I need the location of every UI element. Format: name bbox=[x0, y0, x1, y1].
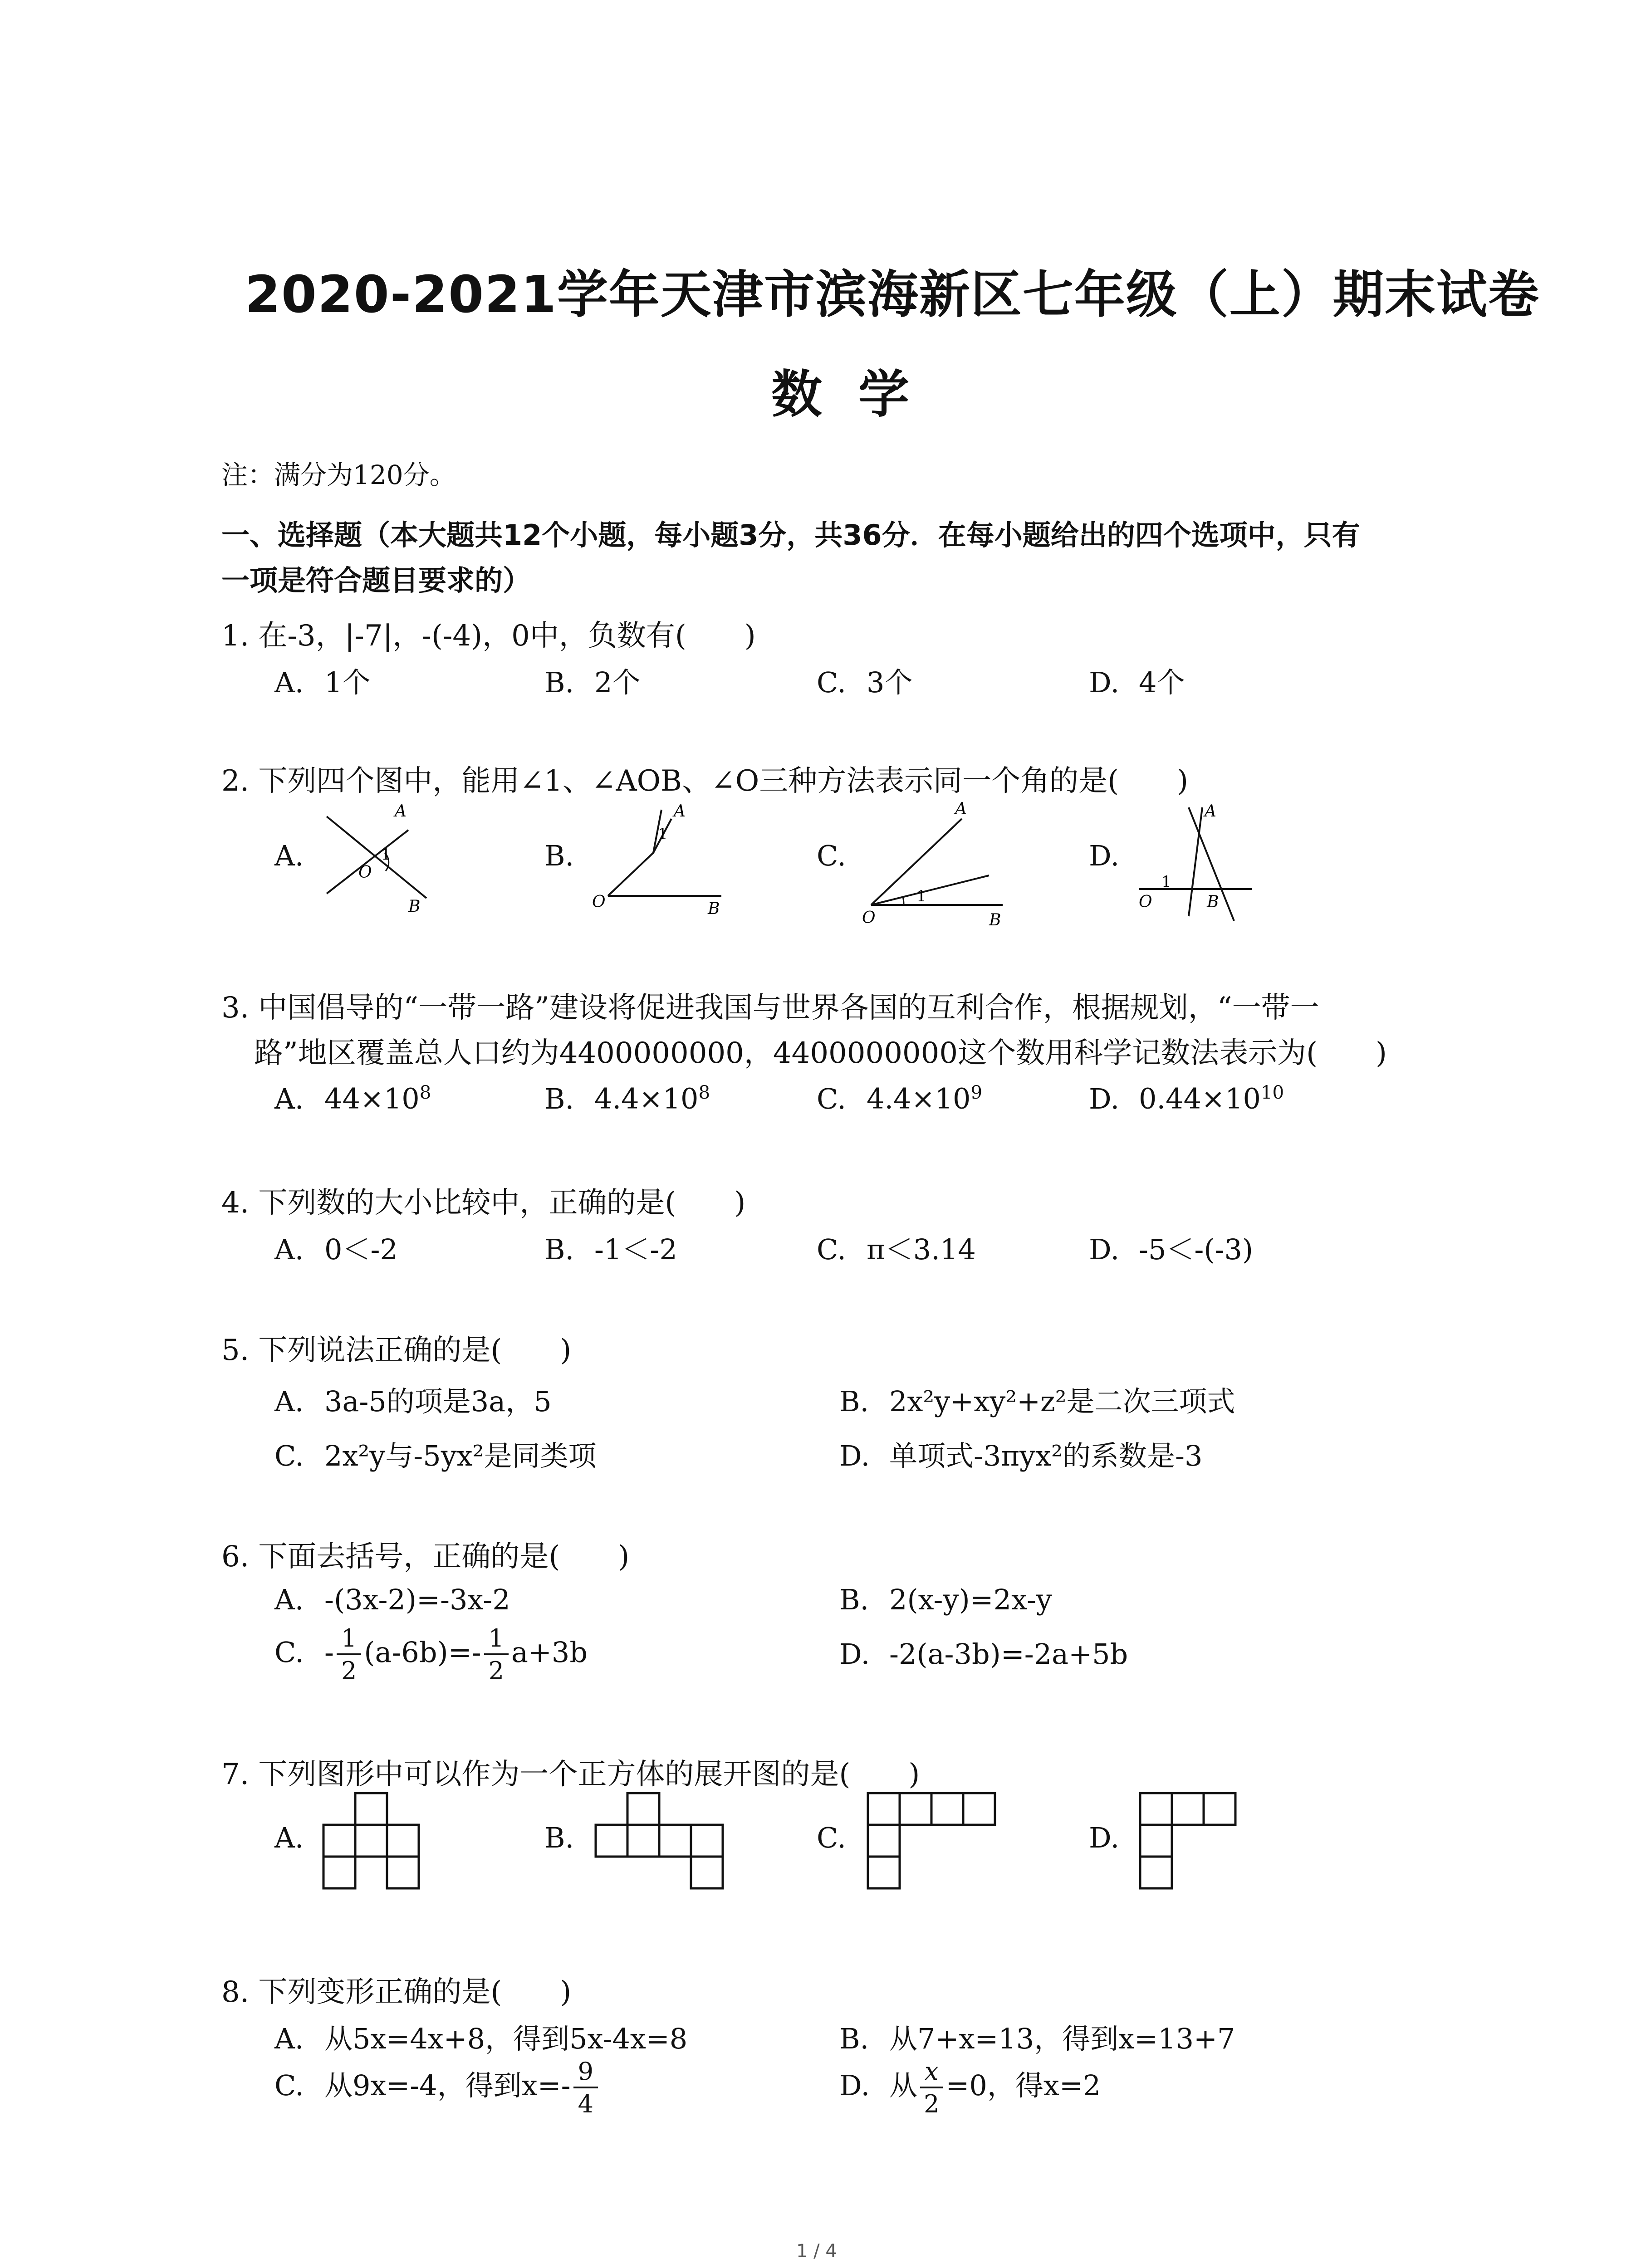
q7-option-a-label: A. bbox=[274, 1821, 304, 1854]
q1-option-a: A. 1个 bbox=[274, 666, 371, 699]
svg-text:B: B bbox=[408, 897, 421, 916]
q1-option-b: B. 2个 bbox=[544, 666, 641, 699]
q2-figure-a bbox=[318, 803, 454, 921]
question-4: 4. 下列数的大小比较中，正确的是( ) bbox=[221, 1186, 746, 1220]
q6-option-a: A. -(3x-2)=-3x-2 bbox=[274, 1583, 510, 1616]
q2-option-c-label: C. bbox=[817, 839, 846, 872]
svg-text:1: 1 bbox=[916, 887, 926, 905]
svg-text:1: 1 bbox=[1161, 873, 1171, 891]
q7-net-d bbox=[1139, 1792, 1243, 1896]
question-2: 2. 下列四个图中，能用∠1、∠AOB、∠O三种方法表示同一个角的是( ) bbox=[221, 764, 1189, 798]
q7-net-b bbox=[594, 1792, 730, 1896]
question-8: 8. 下列变形正确的是( ) bbox=[221, 1975, 572, 2009]
svg-text:B: B bbox=[1207, 893, 1219, 911]
svg-text:A: A bbox=[395, 803, 407, 821]
q4-option-d: D. -5＜-(-3) bbox=[1089, 1233, 1254, 1266]
svg-text:1: 1 bbox=[658, 825, 668, 843]
question-7: 7. 下列图形中可以作为一个正方体的展开图的是( ) bbox=[221, 1758, 920, 1791]
svg-text:A: A bbox=[674, 802, 686, 821]
svg-text:O: O bbox=[358, 863, 372, 882]
q3-option-b: B. $4.4\times 10^8$ bbox=[544, 1082, 710, 1115]
q3-option-c: C. $4.4\times 10^9$ bbox=[817, 1082, 983, 1115]
svg-text:O: O bbox=[1139, 893, 1152, 911]
question-3-line2: 路”地区覆盖总人口约为4400000000，4400000000这个数用科学记数法表示为( ) bbox=[254, 1036, 1387, 1070]
question-1: 1. 在-3，|-7|，-(-4)，0中，负数有( ) bbox=[221, 619, 756, 653]
q2-figure-d bbox=[1125, 798, 1279, 930]
q1-option-c: C. 3个 bbox=[817, 666, 913, 699]
q2-option-b-label: B. bbox=[544, 839, 574, 872]
question-5: 5. 下列说法正确的是( ) bbox=[221, 1334, 572, 1367]
page-number: 1 / 4 bbox=[796, 2241, 837, 2262]
score-note: 注：满分为120分。 bbox=[221, 459, 456, 490]
q5-option-d: D. 单项式-3πyx²的系数是-3 bbox=[839, 1439, 1203, 1472]
section-heading-line1: 一、选择题（本大题共12个小题，每小题3分，共36分．在每小题给出的四个选项中，只有 bbox=[221, 518, 1360, 552]
q7-option-b-label: B. bbox=[544, 1821, 574, 1854]
q8-option-b: B. 从7+x=13，得到x=13+7 bbox=[839, 2022, 1235, 2055]
q7-option-c-label: C. bbox=[817, 1821, 846, 1854]
svg-text:1: 1 bbox=[381, 846, 391, 864]
q4-option-a: A. 0＜-2 bbox=[274, 1233, 398, 1266]
svg-text:B: B bbox=[708, 899, 720, 918]
q8-option-a: A. 从5x=4x+8，得到5x-4x=8 bbox=[274, 2022, 688, 2055]
page-title: 2020-2021学年天津市滨海新区七年级（上）期末试卷 bbox=[245, 265, 1540, 324]
q3-option-a: A. $44\times 10^8$ bbox=[274, 1082, 431, 1115]
q5-option-b: B. 2x²y+xy²+z²是二次三项式 bbox=[839, 1385, 1235, 1418]
q6-option-b: B. 2(x-y)=2x-y bbox=[839, 1583, 1052, 1616]
q7-net-a bbox=[322, 1792, 426, 1896]
section-heading-line2: 一项是符合题目要求的） bbox=[221, 564, 531, 597]
svg-text:A: A bbox=[955, 800, 967, 818]
q2-option-a-label: A. bbox=[274, 839, 304, 872]
q6-option-c: C. - $\frac{1}{2}$ (a-6b)=- $\frac{1}{2}$ a+3b bbox=[274, 1624, 588, 1685]
q3-option-d: D. $0.44\times 10^{10}$ bbox=[1089, 1082, 1284, 1115]
q2-option-d-label: D. bbox=[1089, 839, 1120, 872]
q4-option-c: C. π＜3.14 bbox=[817, 1233, 976, 1266]
q2-figure-b bbox=[585, 798, 740, 921]
q5-option-c: C. 2x²y与-5yx²是同类项 bbox=[274, 1439, 597, 1472]
q1-option-d: D. 4个 bbox=[1089, 666, 1185, 699]
svg-text:O: O bbox=[862, 909, 876, 927]
q7-net-c bbox=[867, 1792, 1003, 1896]
question-6: 6. 下面去括号，正确的是( ) bbox=[221, 1540, 630, 1574]
question-3-line1: 3. 中国倡导的“一带一路”建设将促进我国与世界各国的互利合作，根据规划，“一带一 bbox=[221, 991, 1319, 1025]
q4-option-b: B. -1＜-2 bbox=[544, 1233, 677, 1266]
q8-option-c: C. 从9x=-4，得到x=- $\frac{9}{4}$ bbox=[274, 2059, 601, 2116]
page-subtitle: 数学 bbox=[771, 365, 945, 424]
q5-option-a: A. 3a-5的项是3a，5 bbox=[274, 1385, 552, 1418]
svg-text:B: B bbox=[989, 911, 1001, 929]
svg-text:A: A bbox=[1205, 802, 1216, 821]
q7-option-d-label: D. bbox=[1089, 1821, 1120, 1854]
q6-option-d: D. -2(a-3b)=-2a+5b bbox=[839, 1637, 1128, 1671]
q8-option-d: D. 从 $\frac{x}{2}$ =0，得x=2 bbox=[839, 2057, 1101, 2118]
svg-text:O: O bbox=[592, 893, 606, 911]
q2-figure-c bbox=[853, 796, 1016, 932]
